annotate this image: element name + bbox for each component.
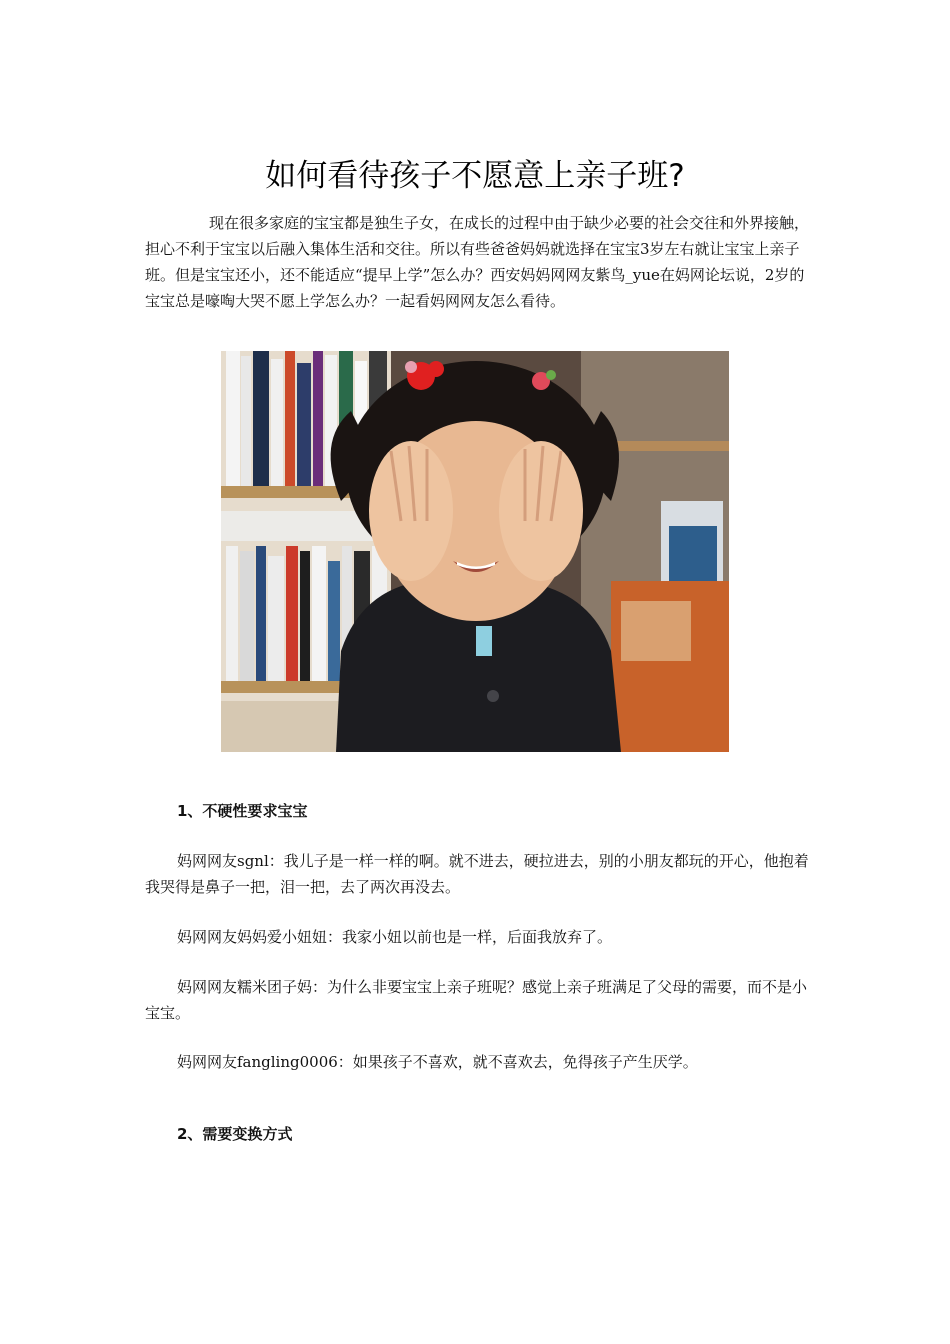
comment-paragraph: 妈网网友妈妈爱小妞妞：我家小妞以前也是一样，后面我放弃了。 [177,928,613,946]
child-photo-illustration [221,351,729,752]
section-heading-2: 2、需要变换方式 [177,1125,293,1143]
comment-paragraph: 妈网网友fangling0006：如果孩子不喜欢，就不喜欢去，免得孩子产生厌学。 [177,1053,698,1071]
section-heading-1: 1、不硬性要求宝宝 [177,802,308,820]
intro-paragraph: 现在很多家庭的宝宝都是独生子女，在成长的过程中由于缺少必要的社会交往和外界接触，担心不利于宝宝以后融入集体生活和交往。所以有些爸爸妈妈就选择在宝宝3岁左右就让宝宝上亲子班。但是宝宝还小，还不能适应“提早上学”怎么办？西安妈妈网网友紫鸟_yue在妈网论坛说，2岁的宝宝总是嚎啕大哭不愿上学怎么办？一起看妈网网友怎么看待。 [145,214,810,310]
comment-paragraph: 妈网网友糯米团子妈：为什么非要宝宝上亲子班呢？感觉上亲子班满足了父母的需要，而不是小宝宝。 [145,978,808,1022]
comment-paragraph: 妈网网友sgnl：我儿子是一样一样的啊。就不进去，硬拉进去，别的小朋友都玩的开心，他抱着我哭得是鼻子一把，泪一把，去了两次再没去。 [145,852,809,896]
page-title: 如何看待孩子不愿意上亲子班? [265,158,685,194]
child-photo [221,351,729,752]
